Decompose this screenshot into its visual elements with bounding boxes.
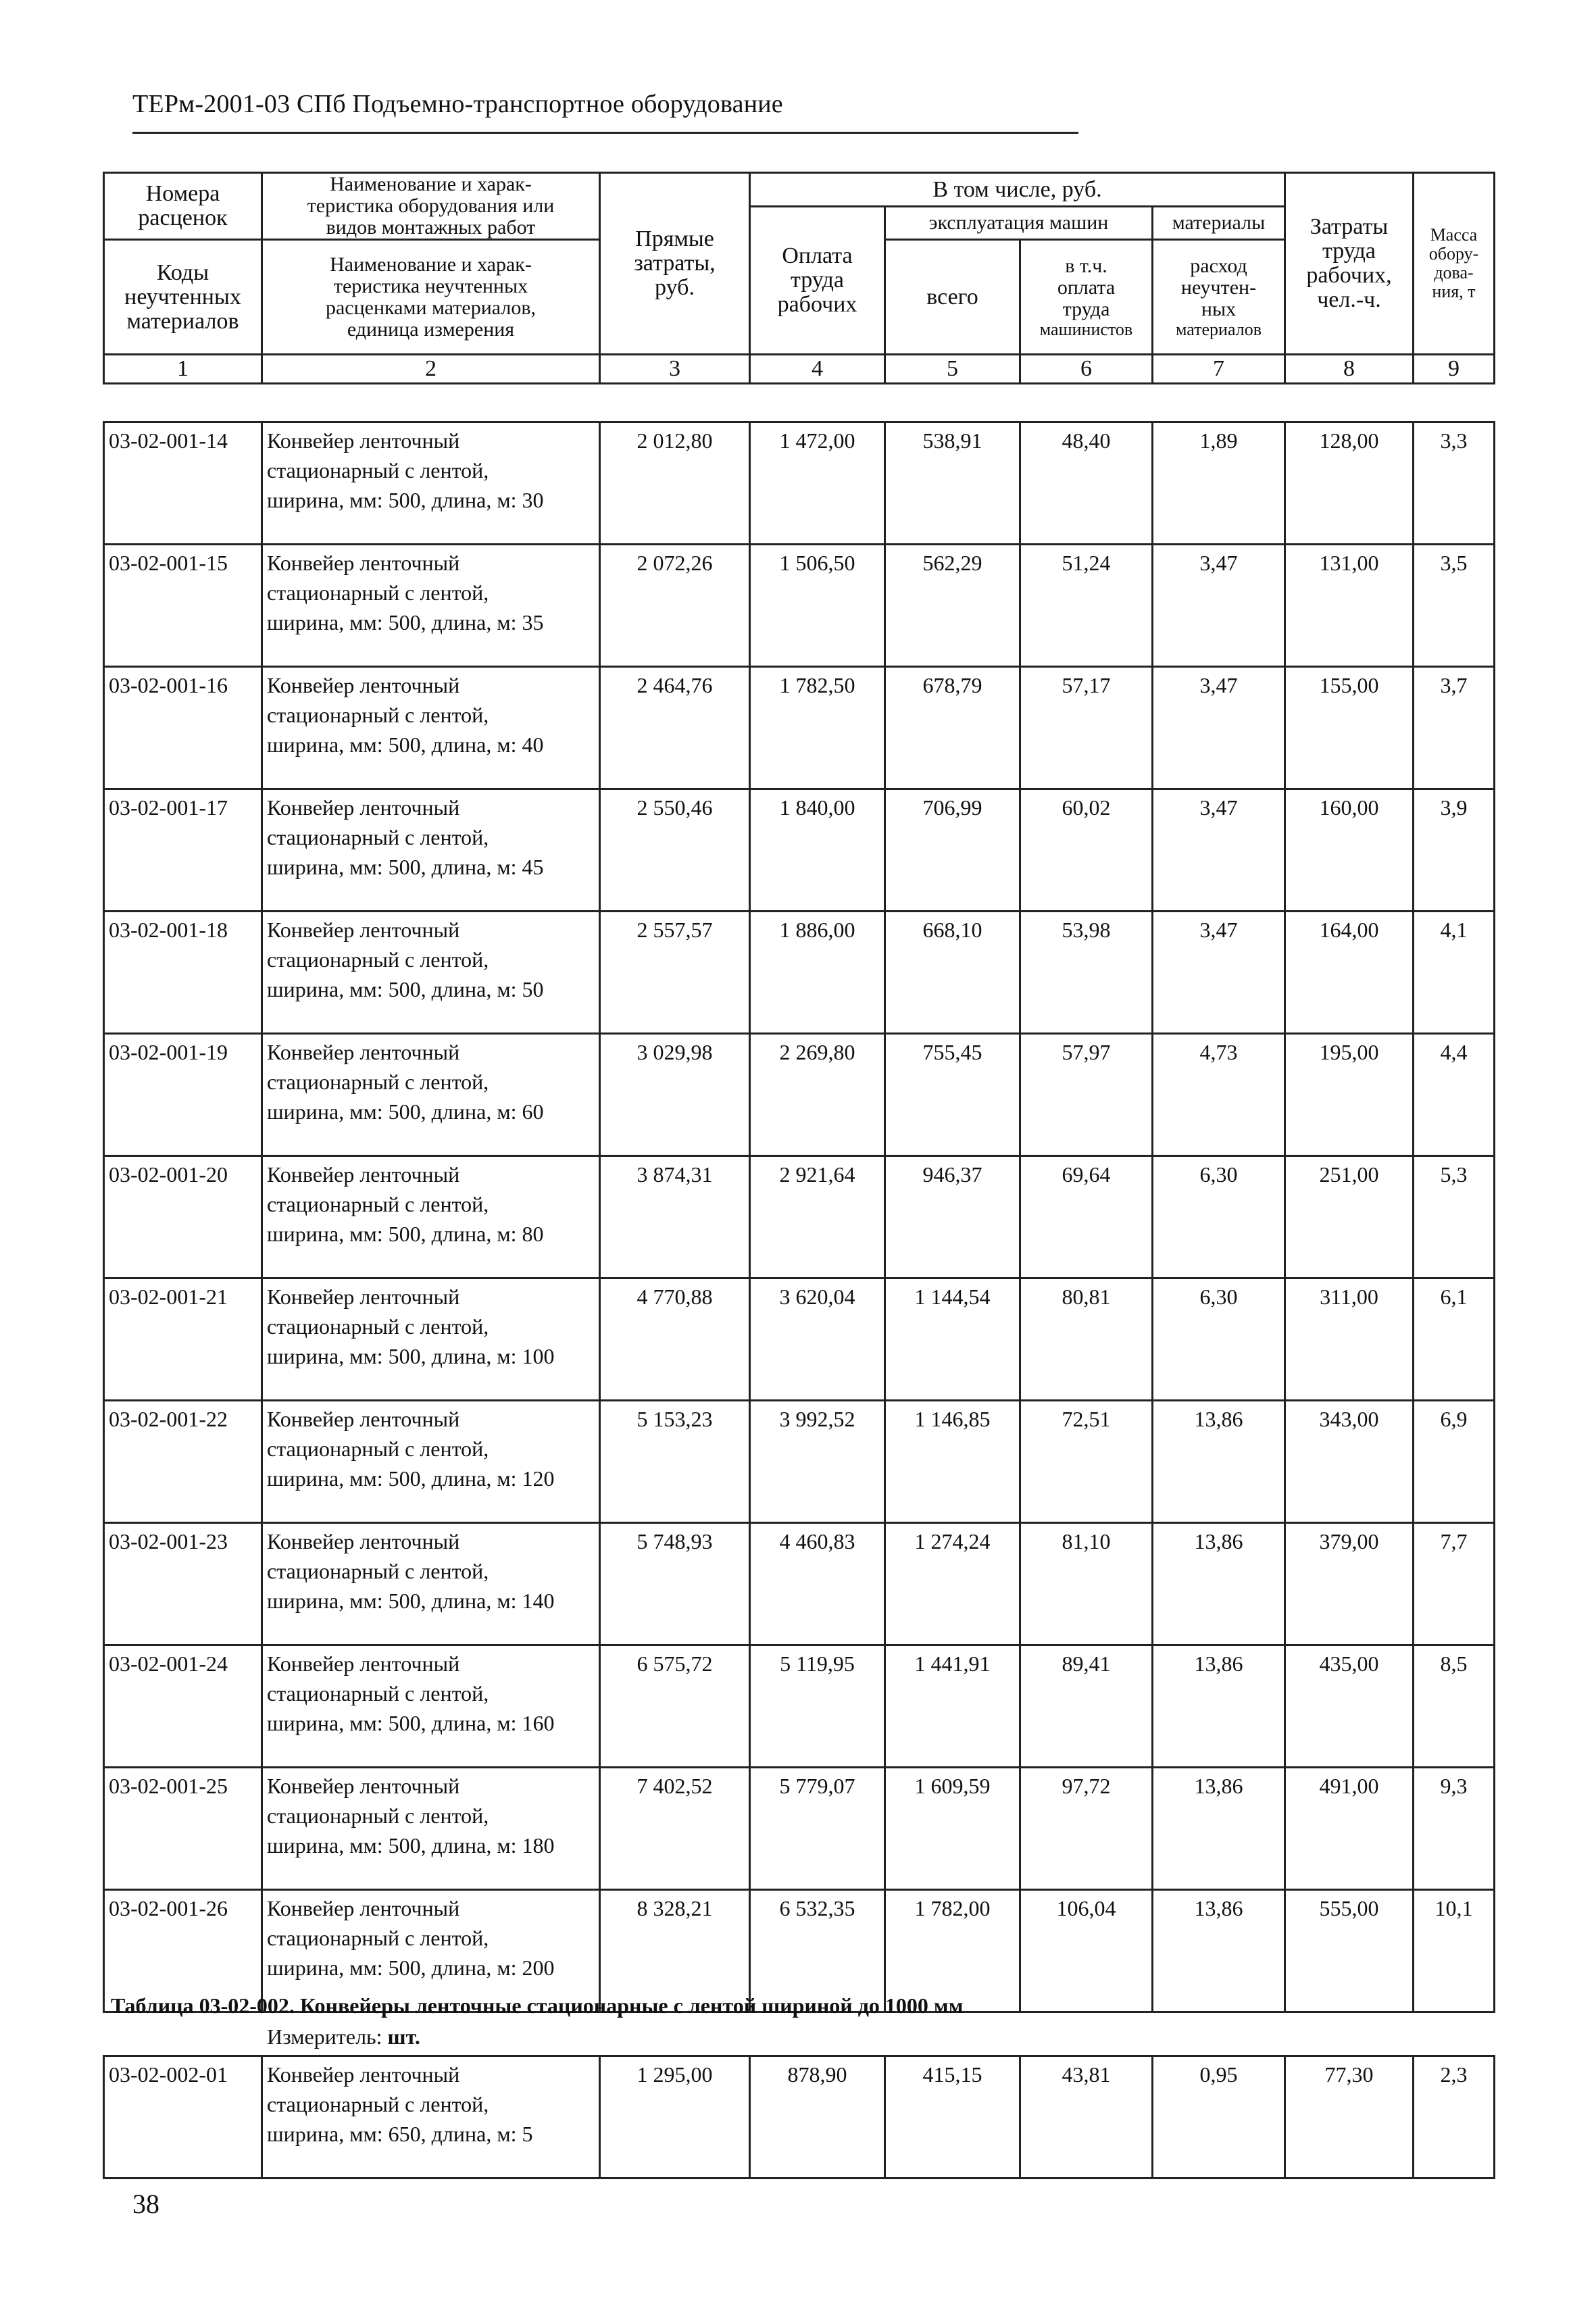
header-text: руб.	[655, 275, 695, 300]
item-name	[262, 1278, 600, 1401]
page-number: 38	[132, 2189, 159, 2219]
cell-labor-pay: 2 269,80	[750, 1034, 885, 1156]
cell-materials: 6,30	[1153, 1156, 1285, 1278]
cell-mass: 3,5	[1414, 545, 1495, 667]
header-text: затраты,	[634, 251, 716, 276]
item-name-line: стационарный с лентой,	[267, 1559, 489, 1583]
cell-labor-hours: 343,00	[1285, 1401, 1414, 1523]
cell-direct: 5 748,93	[600, 1523, 750, 1645]
cell-machines-total: 415,15	[885, 2056, 1020, 2179]
item-name-line: Конвейер ленточный	[267, 2062, 460, 2087]
cell-materials: 13,86	[1153, 1890, 1285, 2012]
rate-code: 03-02-001-17	[104, 789, 262, 912]
cell-machines-total: 678,79	[885, 667, 1020, 789]
rate-code: 03-02-001-14	[104, 422, 262, 545]
item-name-line: стационарный с лентой,	[267, 2092, 489, 2116]
cell-machines-total: 538,91	[885, 422, 1020, 545]
item-name-line: стационарный с лентой,	[267, 1314, 489, 1339]
item-name-line: стационарный с лентой,	[267, 1926, 489, 1950]
cell-direct: 2 550,46	[600, 789, 750, 912]
header-text: Коды	[156, 259, 209, 285]
item-name-line: стационарный с лентой,	[267, 580, 489, 605]
cell-mass: 4,1	[1414, 912, 1495, 1034]
cell-machinist-pay: 81,10	[1020, 1523, 1153, 1645]
table-row	[104, 1645, 1495, 1768]
item-name-line: ширина, мм: 500, длина, м: 180	[267, 1833, 555, 1858]
item-name-line: Конвейер ленточный	[267, 1285, 460, 1309]
column-number: 9	[1414, 355, 1495, 384]
header-text: теристика оборудования или	[307, 195, 555, 217]
header-text: обору-	[1428, 244, 1479, 264]
column-number: 3	[600, 355, 750, 384]
cell-machines-total: 668,10	[885, 912, 1020, 1034]
item-name	[262, 1156, 600, 1278]
item-name-line: стационарный с лентой,	[267, 703, 489, 727]
table-row	[104, 1523, 1495, 1645]
table-row	[104, 1278, 1495, 1401]
cell-labor-hours: 155,00	[1285, 667, 1414, 789]
item-name	[262, 1523, 600, 1645]
cell-machinist-pay: 60,02	[1020, 789, 1153, 912]
rate-code: 03-02-001-23	[104, 1523, 262, 1645]
item-name	[262, 1768, 600, 1890]
cell-materials: 4,73	[1153, 1034, 1285, 1156]
cell-labor-hours: 195,00	[1285, 1034, 1414, 1156]
rates-table-2	[103, 2055, 1495, 2179]
item-name-line: Конвейер ленточный	[267, 1529, 460, 1553]
rates-table	[103, 421, 1495, 2013]
cell-machinist-pay: 89,41	[1020, 1645, 1153, 1768]
item-name	[262, 789, 600, 912]
cell-mass: 4,4	[1414, 1034, 1495, 1156]
cell-labor-hours: 128,00	[1285, 422, 1414, 545]
item-name-line: стационарный с лентой,	[267, 1803, 489, 1828]
cell-labor-pay: 2 921,64	[750, 1156, 885, 1278]
item-name	[262, 1401, 600, 1523]
cell-mass: 6,9	[1414, 1401, 1495, 1523]
cell-mass: 8,5	[1414, 1645, 1495, 1768]
item-name-line: ширина, мм: 500, длина, м: 120	[267, 1466, 555, 1491]
header-group-including: В том числе, руб.	[750, 173, 1285, 207]
cell-machinist-pay: 72,51	[1020, 1401, 1153, 1523]
header-text: неучтен-	[1180, 276, 1257, 299]
rate-code: 03-02-001-15	[104, 545, 262, 667]
header-text: рабочих	[777, 292, 857, 317]
cell-direct: 3 874,31	[600, 1156, 750, 1278]
header-name-bottom	[262, 240, 600, 355]
header-text: расход	[1190, 254, 1247, 277]
cell-machinist-pay: 106,04	[1020, 1890, 1153, 2012]
cell-materials: 13,86	[1153, 1645, 1285, 1768]
cell-machines-total: 562,29	[885, 545, 1020, 667]
cell-materials: 3,47	[1153, 789, 1285, 912]
header-text: труда	[790, 268, 845, 293]
rates-table-body	[104, 422, 1495, 2012]
cell-labor-pay: 1 472,00	[750, 422, 885, 545]
rate-code: 03-02-001-21	[104, 1278, 262, 1401]
cell-machines-total: 1 782,00	[885, 1890, 1020, 2012]
item-name-line: стационарный с лентой,	[267, 1681, 489, 1706]
table-row	[104, 2056, 1495, 2179]
item-name	[262, 422, 600, 545]
header-direct-costs	[600, 173, 750, 355]
header-labor-pay	[750, 207, 885, 355]
cell-machinist-pay: 57,97	[1020, 1034, 1153, 1156]
header-text: труда	[1322, 239, 1376, 264]
table-row	[104, 667, 1495, 789]
table-row	[104, 1034, 1495, 1156]
header-text: единица измерения	[347, 318, 515, 341]
rates-table-2-body	[104, 2056, 1495, 2179]
item-name-line: Конвейер ленточный	[267, 795, 460, 820]
item-name-line: Конвейер ленточный	[267, 551, 460, 575]
table-row	[104, 1401, 1495, 1523]
cell-mass: 3,3	[1414, 422, 1495, 545]
cell-labor-pay: 6 532,35	[750, 1890, 885, 2012]
cell-direct: 2 012,80	[600, 422, 750, 545]
cell-materials: 13,86	[1153, 1401, 1285, 1523]
cell-direct: 8 328,21	[600, 1890, 750, 2012]
rate-code: 03-02-001-19	[104, 1034, 262, 1156]
header-codes-bottom	[104, 240, 262, 355]
cell-machines-total: 1 441,91	[885, 1645, 1020, 1768]
header-text: материалов	[1176, 319, 1262, 339]
unit-line	[267, 2024, 420, 2049]
header-text: чел.-ч.	[1317, 287, 1381, 312]
header-mass	[1414, 173, 1495, 355]
column-number: 4	[750, 355, 885, 384]
table-caption: Таблица 03-02-002. Конвейеры ленточные стационарные с лентой шириной до 1000 мм	[111, 1993, 964, 2018]
item-name-line: стационарный с лентой,	[267, 1437, 489, 1461]
cell-direct: 2 464,76	[600, 667, 750, 789]
header-text: ных	[1201, 297, 1237, 320]
cell-labor-hours: 379,00	[1285, 1523, 1414, 1645]
rate-code: 03-02-001-24	[104, 1645, 262, 1768]
cell-labor-pay: 3 992,52	[750, 1401, 885, 1523]
cell-machines-total: 755,45	[885, 1034, 1020, 1156]
cell-direct: 1 295,00	[600, 2056, 750, 2179]
item-name-line: Конвейер ленточный	[267, 1651, 460, 1676]
item-name-line: Конвейер ленточный	[267, 1162, 460, 1187]
item-name-line: стационарный с лентой,	[267, 1192, 489, 1216]
header-text: Затраты	[1310, 214, 1389, 239]
cell-labor-pay: 878,90	[750, 2056, 885, 2179]
item-name-line: стационарный с лентой,	[267, 1070, 489, 1094]
header-text: рабочих,	[1306, 263, 1392, 288]
cell-materials: 3,47	[1153, 912, 1285, 1034]
header-name-top	[262, 173, 600, 240]
cell-machines-total: 1 609,59	[885, 1768, 1020, 1890]
header-text: видов монтажных работ	[326, 216, 536, 239]
header-text: расценками материалов,	[325, 296, 537, 319]
column-number: 5	[885, 355, 1020, 384]
header-text: оплата	[1057, 276, 1116, 299]
header-text: Оплата	[782, 243, 853, 268]
header-rule	[132, 132, 1078, 134]
header-text: в т.ч.	[1065, 254, 1107, 277]
header-text: неучтенных	[124, 284, 241, 309]
table-row	[104, 912, 1495, 1034]
cell-materials: 13,86	[1153, 1523, 1285, 1645]
item-name-line: ширина, мм: 500, длина, м: 100	[267, 1344, 555, 1368]
header-text: труда	[1062, 297, 1110, 320]
cell-labor-hours: 160,00	[1285, 789, 1414, 912]
header-text: теристика неучтенных	[333, 274, 528, 297]
cell-direct: 7 402,52	[600, 1768, 750, 1890]
item-name-line: Конвейер ленточный	[267, 1774, 460, 1798]
item-name-line: Конвейер ленточный	[267, 1407, 460, 1431]
header-labor-hours	[1285, 173, 1414, 355]
unit-label: Измеритель:	[267, 2024, 382, 2049]
unit-value: шт.	[387, 2024, 420, 2049]
cell-mass: 2,3	[1414, 2056, 1495, 2179]
cell-materials: 3,47	[1153, 667, 1285, 789]
cell-direct: 2 557,57	[600, 912, 750, 1034]
item-name-line: стационарный с лентой,	[267, 825, 489, 849]
cell-machinist-pay: 80,81	[1020, 1278, 1153, 1401]
item-name	[262, 2056, 600, 2179]
rate-code: 03-02-001-20	[104, 1156, 262, 1278]
cell-labor-pay: 1 840,00	[750, 789, 885, 912]
item-name	[262, 1034, 600, 1156]
header-text: ния, т	[1432, 282, 1476, 301]
cell-machinist-pay: 97,72	[1020, 1768, 1153, 1890]
cell-labor-hours: 77,30	[1285, 2056, 1414, 2179]
table-row	[104, 1156, 1495, 1278]
header-text: Прямые	[635, 226, 714, 251]
rate-code: 03-02-002-01	[104, 2056, 262, 2179]
cell-machinist-pay: 51,24	[1020, 545, 1153, 667]
running-head: ТЕРм-2001-03 СПб Подъемно-транспортное оборудование	[132, 90, 783, 118]
cell-labor-hours: 164,00	[1285, 912, 1414, 1034]
cell-mass: 3,7	[1414, 667, 1495, 789]
header-text: материалов	[126, 308, 239, 334]
cell-machinist-pay: 43,81	[1020, 2056, 1153, 2179]
cell-labor-pay: 5 779,07	[750, 1768, 885, 1890]
item-name-line: стационарный с лентой,	[267, 458, 489, 482]
rate-code: 03-02-001-26	[104, 1890, 262, 2012]
item-name-line: ширина, мм: 500, длина, м: 140	[267, 1589, 555, 1613]
cell-direct: 2 072,26	[600, 545, 750, 667]
header-machines-group: эксплуатация машин	[885, 207, 1153, 240]
cell-labor-hours: 251,00	[1285, 1156, 1414, 1278]
cell-materials: 1,89	[1153, 422, 1285, 545]
rate-code: 03-02-001-18	[104, 912, 262, 1034]
column-number: 7	[1153, 355, 1285, 384]
header-text: Номера	[145, 181, 220, 206]
rate-code: 03-02-001-22	[104, 1401, 262, 1523]
table-row	[104, 545, 1495, 667]
cell-machines-total: 1 146,85	[885, 1401, 1020, 1523]
header-text: машинистов	[1039, 319, 1133, 339]
cell-mass: 10,1	[1414, 1890, 1495, 2012]
cell-labor-pay: 1 886,00	[750, 912, 885, 1034]
cell-labor-hours: 311,00	[1285, 1278, 1414, 1401]
cell-machines-total: 1 144,54	[885, 1278, 1020, 1401]
table-row	[104, 1768, 1495, 1890]
cell-mass: 3,9	[1414, 789, 1495, 912]
cell-labor-hours: 131,00	[1285, 545, 1414, 667]
header-machines-total: всего	[885, 240, 1020, 355]
item-name-line: ширина, мм: 500, длина, м: 30	[267, 488, 544, 512]
cell-direct: 6 575,72	[600, 1645, 750, 1768]
item-name-line: ширина, мм: 500, длина, м: 80	[267, 1222, 544, 1246]
item-name-line: ширина, мм: 500, длина, м: 160	[267, 1711, 555, 1735]
cell-machines-total: 706,99	[885, 789, 1020, 912]
item-name-line: Конвейер ленточный	[267, 673, 460, 697]
table-row	[104, 422, 1495, 545]
cell-labor-pay: 3 620,04	[750, 1278, 885, 1401]
cell-machinist-pay: 69,64	[1020, 1156, 1153, 1278]
item-name-line: стационарный с лентой,	[267, 947, 489, 972]
header-materials-usage	[1153, 240, 1285, 355]
column-number: 8	[1285, 355, 1414, 384]
cell-labor-hours: 491,00	[1285, 1768, 1414, 1890]
cell-labor-pay: 4 460,83	[750, 1523, 885, 1645]
cell-labor-hours: 435,00	[1285, 1645, 1414, 1768]
cell-direct: 4 770,88	[600, 1278, 750, 1401]
item-name-line: Конвейер ленточный	[267, 918, 460, 942]
item-name-line: ширина, мм: 500, длина, м: 200	[267, 1956, 555, 1980]
item-name-line: Конвейер ленточный	[267, 1040, 460, 1064]
cell-direct: 3 029,98	[600, 1034, 750, 1156]
item-name-line: Конвейер ленточный	[267, 428, 460, 453]
cell-machinist-pay: 57,17	[1020, 667, 1153, 789]
item-name-line: ширина, мм: 500, длина, м: 35	[267, 610, 544, 634]
cell-labor-hours: 555,00	[1285, 1890, 1414, 2012]
cell-materials: 6,30	[1153, 1278, 1285, 1401]
cell-mass: 5,3	[1414, 1156, 1495, 1278]
header-text: Масса	[1430, 225, 1478, 245]
cell-labor-pay: 1 506,50	[750, 545, 885, 667]
item-name	[262, 1645, 600, 1768]
cell-materials: 13,86	[1153, 1768, 1285, 1890]
column-number: 1	[104, 355, 262, 384]
cell-mass: 9,3	[1414, 1768, 1495, 1890]
item-name-line: ширина, мм: 650, длина, м: 5	[267, 2122, 533, 2146]
cell-mass: 6,1	[1414, 1278, 1495, 1401]
cell-machinist-pay: 53,98	[1020, 912, 1153, 1034]
item-name-line: ширина, мм: 500, длина, м: 45	[267, 855, 544, 879]
header-codes-top	[104, 173, 262, 240]
column-number: 2	[262, 355, 600, 384]
item-name	[262, 545, 600, 667]
cell-machinist-pay: 48,40	[1020, 422, 1153, 545]
item-name-line: Конвейер ленточный	[267, 1896, 460, 1920]
item-name	[262, 912, 600, 1034]
item-name	[262, 667, 600, 789]
item-name-line: ширина, мм: 500, длина, м: 40	[267, 732, 544, 757]
header-materials-group: материалы	[1153, 207, 1285, 240]
column-numbers-row	[104, 355, 1495, 384]
cell-materials: 0,95	[1153, 2056, 1285, 2179]
cell-direct: 5 153,23	[600, 1401, 750, 1523]
rate-code: 03-02-001-16	[104, 667, 262, 789]
header-text: дова-	[1434, 263, 1474, 282]
cell-labor-pay: 1 782,50	[750, 667, 885, 789]
cell-machines-total: 946,37	[885, 1156, 1020, 1278]
header-text: Наименование и харак-	[330, 173, 532, 195]
cell-labor-pay: 5 119,95	[750, 1645, 885, 1768]
header-text: расценок	[138, 205, 228, 230]
table-header	[103, 172, 1495, 384]
item-name-line: ширина, мм: 500, длина, м: 50	[267, 977, 544, 1001]
cell-materials: 3,47	[1153, 545, 1285, 667]
header-text: Наименование и харак-	[330, 253, 532, 276]
cell-machines-total: 1 274,24	[885, 1523, 1020, 1645]
item-name-line: ширина, мм: 500, длина, м: 60	[267, 1099, 544, 1124]
table-row	[104, 789, 1495, 912]
header-machinist-pay	[1020, 240, 1153, 355]
cell-mass: 7,7	[1414, 1523, 1495, 1645]
column-number: 6	[1020, 355, 1153, 384]
rate-code: 03-02-001-25	[104, 1768, 262, 1890]
